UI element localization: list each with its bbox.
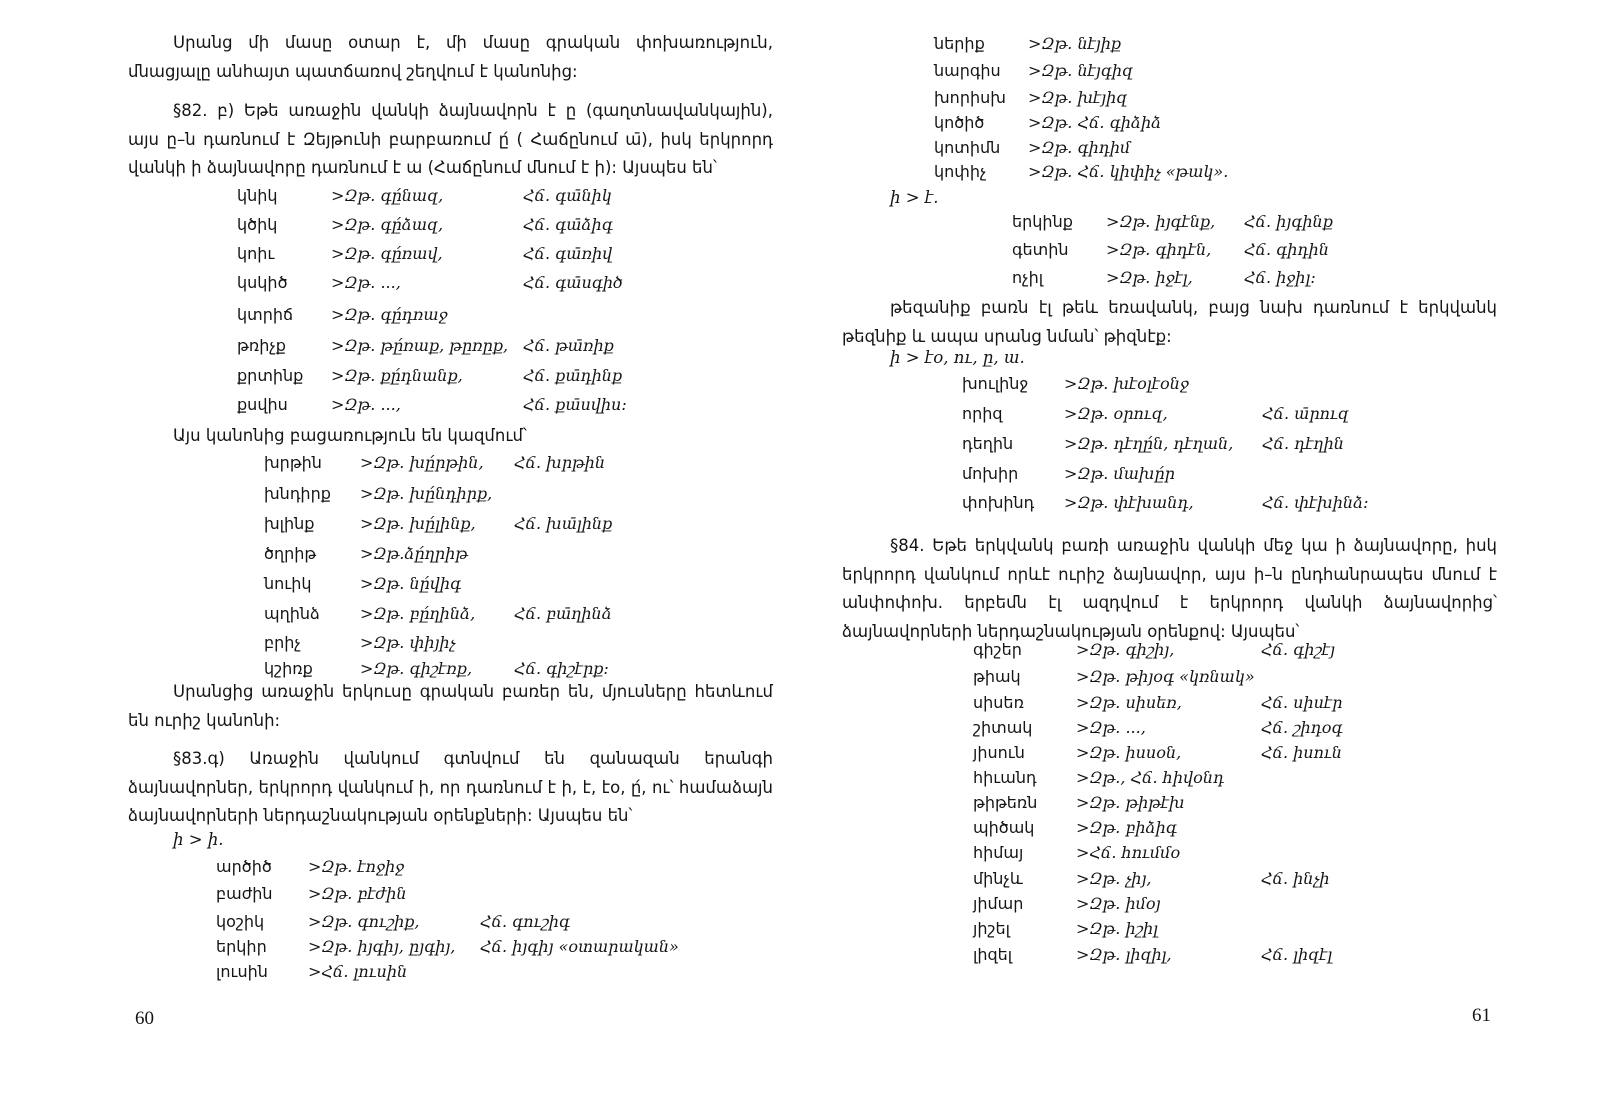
zeytun-form: >Զթ. մախը́ր — [1064, 464, 1175, 483]
hadjin-form: Հճ. իյգինք — [1244, 212, 1333, 231]
word: նուիկ — [264, 574, 312, 593]
zeytun-form: >Զթ. փէխանդ, — [1064, 493, 1194, 512]
word: դեղին — [962, 434, 1014, 453]
hadjin-form: Հճ. լիզէլ — [1261, 945, 1333, 964]
zeytun-form: >Զթ. էոջիջ — [308, 857, 405, 876]
zeytun-form: >Զթ.ձը́ղրիթ — [360, 544, 468, 563]
zeytun-form: >Զթ. թը́ռաք, թըռըք, — [331, 336, 509, 355]
word: քրտինք — [237, 366, 304, 385]
zeytun-form: >Զթ. գիշիյ, — [1076, 640, 1175, 659]
zeytun-form: >Զթ. գիդիմ — [1028, 138, 1131, 157]
word: յիմար — [973, 894, 1024, 913]
hadjin-form: Հճ. խա̄լինք — [514, 514, 613, 533]
word: կտրիճ — [237, 305, 294, 324]
paragraph-remark: Սրանցից առաջին երկուսը գրական բառեր են, մյուսները հետևում են ուրիշ կանոնի: — [128, 682, 773, 730]
zeytun-form: >Զթ. թիթէխ — [1076, 793, 1185, 812]
paragraph-intro: Սրանց մի մասը օտար է, մի մասը գրական փոխառություն, մնացյալը անհայտ պատճառով շեղվում է կանոնից: — [128, 33, 773, 81]
hadjin-form: Հճ. սիսէր — [1261, 693, 1343, 712]
word: կսկիծ — [237, 273, 288, 292]
rule-i-to-e: ի > է. — [890, 188, 939, 207]
zeytun-form: >Զթ. ..., — [331, 395, 401, 414]
zeytun-form: >Զթ. գը́ռավ, — [331, 244, 443, 263]
word: պղինձ — [264, 604, 320, 623]
rule-i-to-eo-u-y-a: ի > էօ, ու, ը, ա. — [890, 348, 1025, 367]
paragraph-tezanik: թեզանիք բառն էլ թեև եռավանկ, բայց նախ դառնում է երկվանկ թեզնիք և ապա սրանց նման՝ թիզնէք: — [842, 298, 1497, 346]
zeytun-form: >Զթ. խը́նդիրք, — [360, 484, 493, 503]
zeytun-form: >Զթ. ..., — [331, 273, 401, 292]
hadjin-form: Հճ. գիդին — [1244, 240, 1329, 259]
zeytun-form: >Զթ. գը́նազ, — [331, 186, 444, 205]
zeytun-form: >Զթ. փիյիչ — [360, 633, 456, 652]
zeytun-form: >Զթ. չիյ, — [1076, 869, 1152, 888]
zeytun-form: >Զթ. խէյիզ — [1028, 88, 1128, 107]
zeytun-form: >Զթ. իշիլ — [1076, 919, 1159, 938]
hadjin-form: Հճ. բա̄ղինձ — [514, 604, 612, 623]
word: շիտակ — [973, 718, 1033, 737]
word: թիթեռն — [973, 793, 1038, 812]
zeytun-form: >Զթ. նէյիք — [1028, 34, 1122, 53]
hadjin-form: Հճ. ինչի — [1261, 869, 1330, 888]
hadjin-form: Հճ. քա̄սվիս: — [523, 395, 627, 414]
hadjin-form: Հճ. գիշէրք: — [514, 659, 609, 678]
hadjin-form: Հճ. գա̄ռիվ — [523, 244, 613, 263]
zeytun-form: >Զթ. բը́ղինձ, — [360, 604, 476, 623]
word: մոխիր — [962, 464, 1019, 483]
zeytun-form: >Զթ. Հճ. գիձիձ — [1028, 113, 1162, 132]
hadjin-form: Հճ. գիշէյ — [1261, 640, 1335, 659]
word: լուսին — [216, 962, 268, 981]
zeytun-form: >Զթ. խը́րթին, — [360, 453, 484, 472]
zeytun-form: >Զթ. իսսօն, — [1076, 743, 1182, 762]
word: խուլինջ — [962, 374, 1029, 393]
zeytun-form: >Զթ. խէօլէօնջ — [1064, 374, 1189, 393]
hadjin-form: Հճ. իջիլ: — [1244, 268, 1316, 287]
zeytun-form: >Զթ. խը́լինք, — [360, 514, 476, 533]
word: բաժին — [216, 884, 273, 903]
zeytun-form: >Հճ. լուսին — [308, 962, 408, 981]
word: մինչև — [973, 869, 1023, 888]
zeytun-form: >Զթ., Հճ. հիվօնդ — [1076, 768, 1225, 787]
word: կոիւ — [237, 244, 275, 263]
word: խլինք — [264, 514, 315, 533]
word: կոփիչ — [934, 162, 987, 181]
left-page — [0, 0, 800, 1114]
word: խրթին — [264, 453, 322, 472]
hadjin-form: Հճ. խրթին — [514, 453, 605, 472]
zeytun-form: >Զթ. իյգիյ, ըյգիյ, — [308, 937, 456, 956]
exception-intro: Այս կանոնից բացառություն են կազմում՝ — [173, 426, 527, 445]
zeytun-form: >Զթ. գուշիք, — [308, 912, 420, 931]
word: նարգիս — [934, 61, 1001, 80]
zeytun-form: >Զթ. իջէլ, — [1106, 268, 1193, 287]
word: ներիք — [934, 34, 985, 53]
word: յիսուն — [973, 743, 1025, 762]
word: երկինք — [1012, 212, 1073, 231]
hadjin-form: Հճ. թա̄ռիք — [523, 336, 614, 355]
zeytun-form: >Զթ. գիդէն, — [1106, 240, 1212, 259]
page-number: 61 — [1472, 1005, 1491, 1026]
zeytun-form: >Զթ. իյգէնք, — [1106, 212, 1216, 231]
hadjin-form: Հճ. դէղին — [1262, 434, 1344, 453]
hadjin-form: Հճ. ա̄րուզ — [1262, 404, 1349, 423]
word: քսվիս — [237, 395, 288, 414]
word: հիւանդ — [973, 768, 1037, 787]
word: հիմայ — [973, 843, 1024, 862]
word: կոտիմն — [934, 138, 1001, 157]
hadjin-form: Հճ. իսուն — [1261, 743, 1342, 762]
word: գիշեր — [973, 640, 1022, 659]
rule-i-to-i: ի > ի. — [173, 830, 224, 849]
word: կօշիկ — [216, 912, 265, 931]
word: լիզել — [973, 945, 1013, 964]
hadjin-form: Հճ. քա̄դինք — [523, 366, 623, 385]
zeytun-form: >Զթ. նէյգիզ — [1028, 61, 1133, 80]
word: յիշել — [973, 919, 1010, 938]
paragraph-83: §83.գ) Առաջին վանկում գտնվում են զանազան երանգի ձայնավորներ, երկրորդ վանկում ի, որ դառնում է ի, է, էօ, ը́, ու՝ համաձայն ձայնավորների ներդաշնակության օրենքների: Այսպես են՝ — [128, 749, 773, 825]
hadjin-form: Հճ. գա̄նիկ — [523, 186, 612, 205]
word: թռիչք — [237, 336, 286, 355]
zeytun-form: >Զթ. Հճ. կիփիչ «թակ». — [1028, 162, 1229, 181]
zeytun-form: >Զթ. ..., — [1076, 718, 1146, 737]
zeytun-form: >Զթ. լիզիլ, — [1076, 945, 1172, 964]
word: գետին — [1012, 240, 1069, 259]
word: կոծիծ — [934, 113, 985, 132]
hadjin-form: Հճ. շիդօգ — [1261, 718, 1343, 737]
zeytun-form: >Հճ. հումմօ — [1076, 843, 1181, 862]
word: երկիր — [216, 937, 267, 956]
word: սիսեռ — [973, 693, 1024, 712]
zeytun-form: >Զթ. դէղը́ն, դէղան, — [1064, 434, 1234, 453]
paragraph-84: §84. Եթե երկվանկ բառի առաջին վանկի մեջ կա ի ձայնավորը, իսկ երկրորդ վանկում որևէ ուրիշ ձայնավոր, այս ի–ն ընդհանրապես մնում է անփոփոխ. երբեմն էլ ազդվում է երկրորդ վանկի ձայնավորից՝ ձայնավորների ներդաշնակության օրենքով: Այսպես՝ — [842, 536, 1497, 641]
zeytun-form: >Զթ. գը́դռաջ — [331, 305, 448, 324]
word: կնիկ — [237, 186, 278, 205]
zeytun-form: >Զթ. բէժին — [308, 884, 407, 903]
word: խորիսխ — [934, 88, 1006, 107]
word: բրիչ — [264, 633, 301, 652]
hadjin-form: Հճ. գա̄սգիծ — [523, 273, 623, 292]
zeytun-form: >Զթ. օրուզ, — [1064, 404, 1168, 423]
word: թիակ — [973, 667, 1021, 686]
hadjin-form: Հճ. փէխինձ: — [1262, 493, 1369, 512]
zeytun-form: >Զթ. թիյօգ «կռնակ» — [1076, 667, 1255, 686]
word: պիծակ — [973, 818, 1035, 837]
word: արծիծ — [216, 857, 272, 876]
word: կշիռք — [264, 659, 313, 678]
word: փոխինդ — [962, 493, 1035, 512]
hadjin-form: Հճ. իյգիյ «օտարական» — [480, 937, 679, 956]
zeytun-form: >Զթ. սիսեռ, — [1076, 693, 1182, 712]
zeytun-form: >Զթ. բիձիգ — [1076, 818, 1177, 837]
zeytun-form: >Զթ. գիշէռք, — [360, 659, 473, 678]
right-page — [800, 0, 1601, 1114]
word: ծղրիթ — [264, 544, 317, 563]
paragraph-82: §82. բ) Եթե առաջին վանկի ձայնավորն է ը (գաղտնավանկային), այս ը–ն դառնում է Զեյթունի բարբառում ը́ ( Հաճընում ա̄), իսկ երկրորդ վանկի ի ձայնավորը դառնում է ա (Հաճընում մնում է ի): Այսպես են՝ — [128, 101, 773, 177]
word: խնդիրք — [264, 484, 331, 503]
word: կծիկ — [237, 215, 278, 234]
zeytun-form: >Զթ. իմօյ — [1076, 894, 1161, 913]
zeytun-form: >Զթ. նը́վիգ — [360, 574, 462, 593]
hadjin-form: Հճ. գա̄ձիգ — [523, 215, 613, 234]
zeytun-form: >Զթ. քը́դնանք, — [331, 366, 463, 385]
hadjin-form: Հճ. գուշիգ — [480, 912, 571, 931]
word: ոչիլ — [1012, 268, 1044, 287]
word: որիզ — [962, 404, 1003, 423]
page-number: 60 — [135, 1008, 154, 1029]
zeytun-form: >Զթ. գը́ձազ, — [331, 215, 444, 234]
